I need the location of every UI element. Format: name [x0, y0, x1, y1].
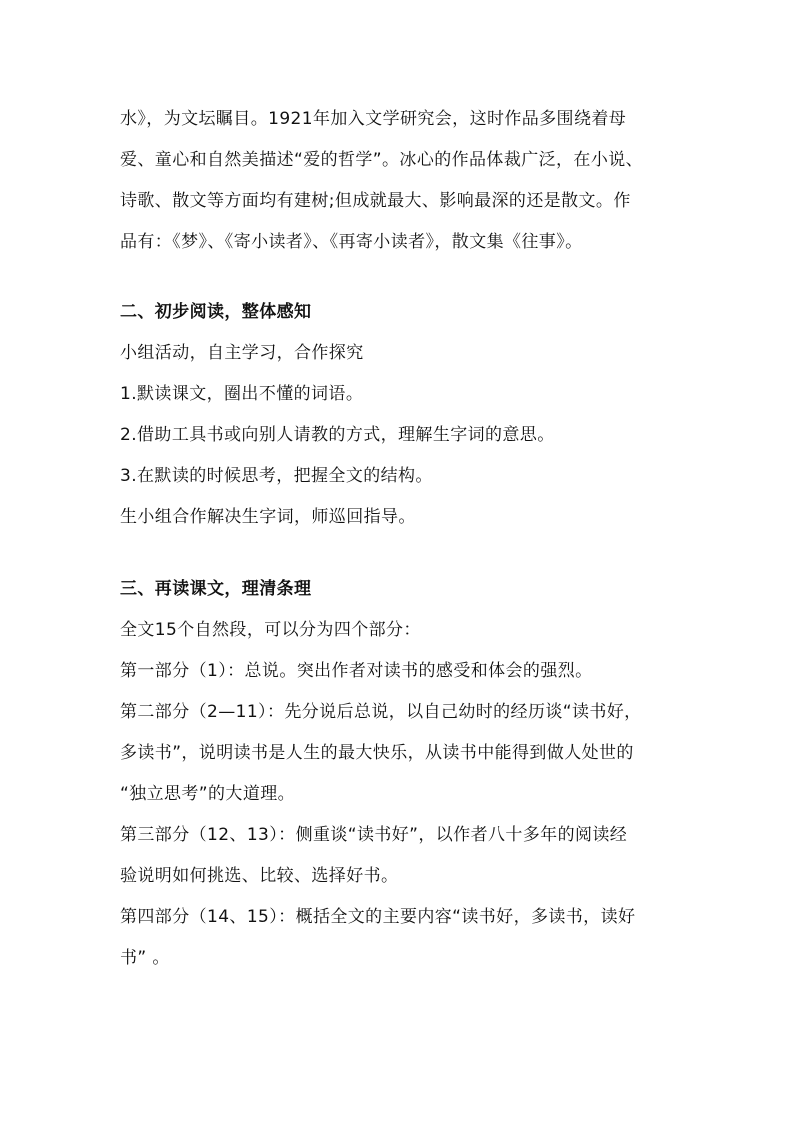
section-line: 生小组合作解决生字词，师巡回指导。	[120, 507, 416, 527]
section-line: 验说明如何挑选、比较、选择好书。	[120, 866, 399, 886]
section-heading: 二、初步阅读，整体感知	[120, 302, 312, 322]
section-line: 多读书”，说明读书是人生的最大快乐，从读书中能得到做人处世的	[120, 743, 634, 763]
document-body	[120, 99, 680, 979]
intro-line: 爱、童心和自然美描述“爱的哲学”。冰心的作品体裁广泛，在小说、	[120, 150, 644, 170]
section-spacer	[120, 538, 680, 569]
section-line: “独立思考”的大道理。	[120, 784, 296, 804]
section-line: 全文15个自然段，可以分为四个部分：	[120, 620, 421, 640]
section-line: 第四部分（14、15）：概括全文的主要内容“读书好，多读书，读好	[120, 907, 636, 927]
section-initial-reading	[120, 292, 680, 538]
section-line: 第三部分（12、13）：侧重谈“读书好”，以作者八十多年的阅读经	[120, 825, 628, 845]
intro-line: 诗歌、散文等方面均有建树;但成就最大、影响最深的还是散文。作	[120, 191, 631, 211]
intro-paragraph	[120, 99, 680, 263]
section-line: 3.在默读的时候思考，把握全文的结构。	[120, 466, 433, 486]
section-line: 2.借助工具书或向别人请教的方式，理解生字词的意思。	[120, 425, 555, 445]
intro-line: 水》，为文坛瞩目。1921年加入文学研究会，这时作品多围绕着母	[120, 109, 627, 129]
section-line: 小组活动，自主学习，合作探究	[120, 343, 364, 363]
section-line: 1.默读课文，圈出不懂的词语。	[120, 384, 364, 404]
section-heading: 三、再读课文，理清条理	[120, 579, 312, 599]
section-line: 第一部分（1）：总说。突出作者对读书的感受和体会的强烈。	[120, 661, 593, 681]
section-spacer	[120, 263, 680, 292]
section-line: 第二部分（2—11）：先分说后总说，以自己幼时的经历谈“读书好，	[120, 702, 642, 722]
section-line: 书” 。	[120, 948, 170, 968]
intro-line: 品有：《梦》、《寄小读者》、《再寄小读者》，散文集《往事》。	[120, 232, 583, 252]
section-reread-structure	[120, 569, 680, 979]
